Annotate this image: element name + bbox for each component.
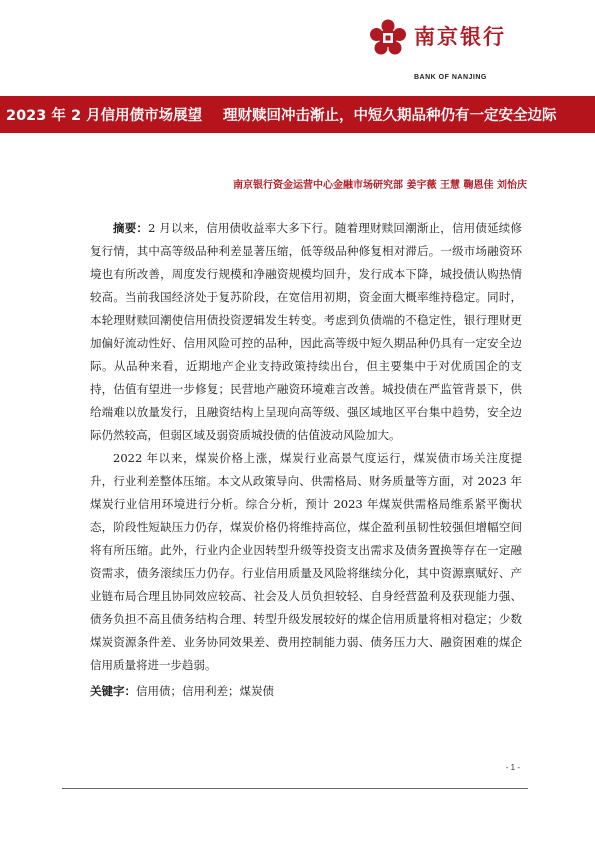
keywords-text: 信用债；信用利差；煤炭债	[136, 684, 274, 698]
abstract-paragraph	[90, 217, 522, 447]
bank-name-en: BANK OF NANJING	[414, 74, 487, 81]
author-line: 南京银行资金运营中心金融市场研究部 姜宇薇 王慧 鞠恩佳 刘怡庆	[233, 180, 527, 191]
keywords-label: 关键字：	[90, 684, 136, 698]
abstract-label: 摘要：	[113, 221, 149, 235]
keywords-line	[90, 680, 522, 703]
abstract-text: 2 月以来，信用债收益率大多下行。随着理财赎回潮渐止，信用债延续修复行情，其中高等级品种利差显著压缩，低等级品种修复相对滞后。一级市场融资环境也有所改善，周度发行规模和净融资规模均回升，发行成本下降，城投债认购热情较高。当前我国经济处于复苏阶段，在宽信用初期，资金面大概率维持稳定。同时，本轮理财赎回潮使信用债投资逻辑发生转变。考虑到负债端的不稳定性，银行理财更加偏好流动性好、信用风险可控的品种，因此高等级中短久期品种仍具有一定安全边际。从品种来看，近期地产企业支持政策持续出台，但主要集中于对优质国企的支持，估值有望进一步修复；民营地产融资环境难言改善。城投债在严监管背景下，供给端难以放量发行，且融资结构上呈现向高等级、强区域地区平台集中趋势，安全边际仍然较高，但弱区域及弱资质城投债的估值波动风险加大。	[90, 221, 523, 442]
footer-divider	[62, 788, 528, 789]
body-paragraph: 2022 年以来，煤炭价格上涨，煤炭行业高景气度运行，煤炭债市场关注度提升，行业利差整体压缩。本文从政策导向、供需格局、财务质量等方面，对 2023 年煤炭行业信用环境进行分析。综合分析，预计 2023 年煤炭供需格局维系紧平衡状态，阶段性短缺压力仍存，煤炭价格仍将维持高位，煤企盈利虽韧性较强但增幅空间将有所压缩。此外，行业内企业因转型升级等投资支出需求及债务置换等存在一定融资需求，债务滚续压力仍存。行业信用质量及风险将继续分化，其中资源禀赋好、产业链布局合理且协同效应较高、社会及人员负担较轻、自身经营盈利及获现能力强、债务负担不高且债务结构合理、转型升级发展较好的煤企信用质量将相对稳定；少数煤炭资源条件差、业务协同效果差、费用控制能力弱、债务压力大、融资困难的煤企信用质量将进一步趋弱。	[90, 451, 522, 672]
page-number: - 1 -	[505, 763, 520, 772]
report-body	[90, 217, 522, 703]
report-subtitle: 理财赎回冲击渐止，中短久期品种仍有一定安全边际	[223, 108, 557, 124]
report-title: 2023 年 2 月信用债市场展望	[6, 108, 203, 124]
bank-name-cn: 南京银行	[414, 25, 506, 49]
bank-of-nanjing-logo-icon	[368, 18, 408, 58]
bank-logo	[368, 18, 528, 88]
title-banner	[0, 96, 595, 133]
